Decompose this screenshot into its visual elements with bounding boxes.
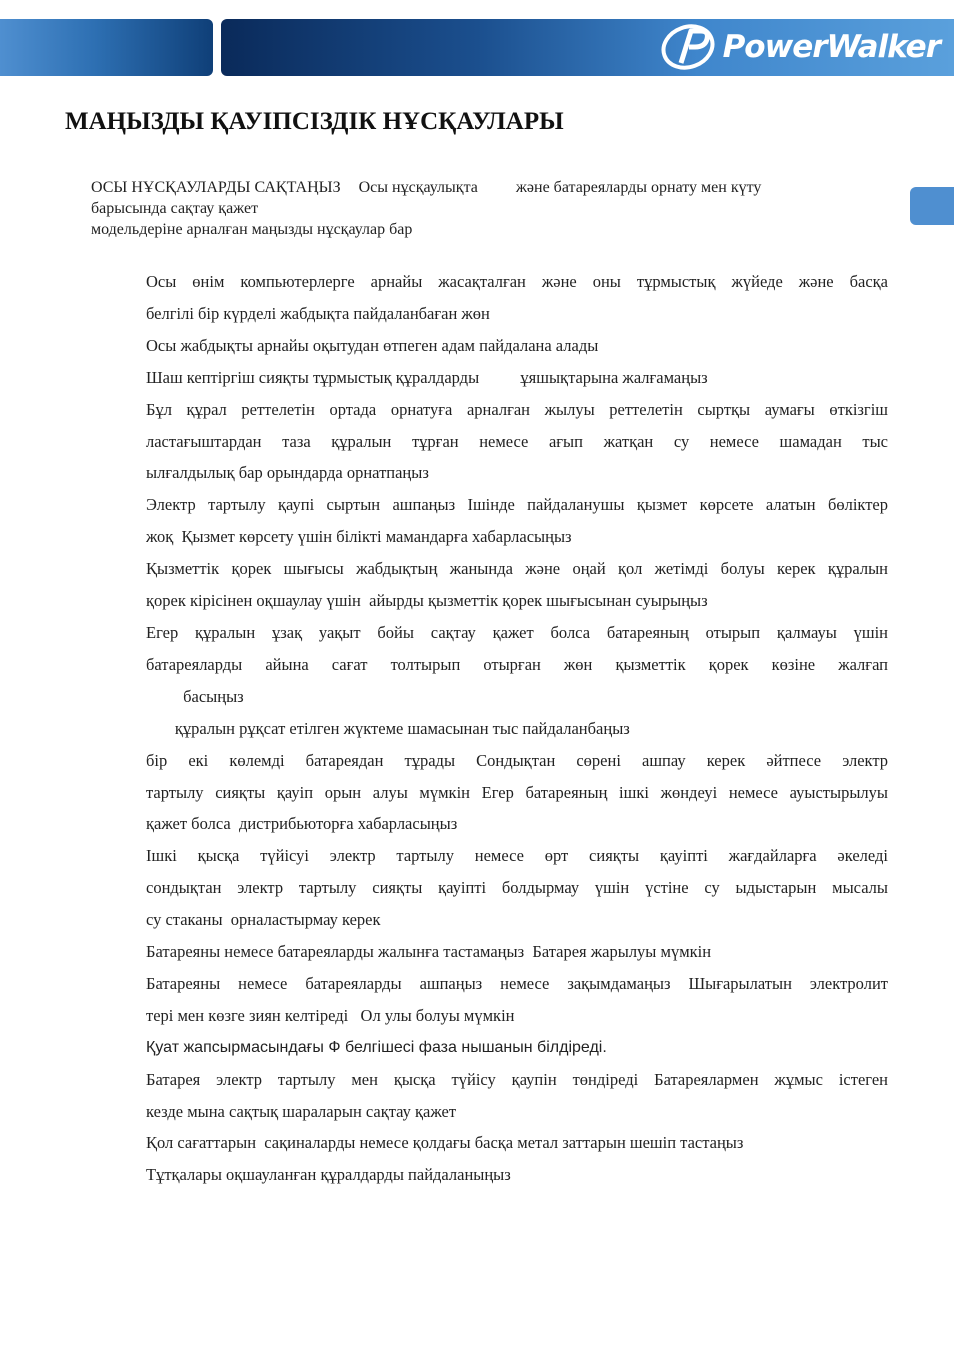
body-line: Қол сағаттарын сақиналарды немесе қолдағы басқа метал заттарын шешіп тастаңыз [146,1133,744,1153]
banner-left-segment [0,19,213,76]
body-line: тартылу сияқты қауіп орын алуы мүмкін Егер батареяның ішкі жөндеуі немесе ауыстырылуы [146,782,888,802]
body-line: қажет болса дистрибьюторға хабарласыңыз [146,814,458,834]
body-line: бір екі көлемді батареядан тұрады Сондықтан сөрені ашпау керек әйтпесе электр [146,750,888,770]
body-line: қорек кірісінен оқшаулау үшін айырды қызметтік қорек шығысынан суырыңыз [146,591,708,611]
body-line: Шаш кептіргіш сияқты тұрмыстық құралдарды ұяшықтарына жалғамаңыз [146,367,708,387]
body-line: Қызметтік қорек шығысы жабдықтың жанында және оңай қол жетімді болуы керек құралын [146,559,888,579]
body-line: Батарея электр тартылу мен қысқа түйісу қаупін төндіреді Батареялармен жұмыс істеген [146,1069,888,1089]
body-line: Бұл құрал реттелетін ортада орнатуға арналған жылуы реттелетін сыртқы аумағы өткізгіш [146,399,888,419]
side-tab [910,187,954,225]
brand-logo [659,22,940,72]
body-line: белгілі бір күрделі жабдықта пайдаланбаған жөн [146,303,490,323]
logo-text: PowerWalker [722,29,940,65]
body-line: кезде мына сақтық шараларын сақтау қажет [146,1101,457,1121]
body-line: басыңыз [146,686,244,706]
body-line: Осы жабдықты арнайы оқытудан өтпеген адам пайдалана алады [146,335,599,355]
header-banner [0,0,954,80]
body-line: жоқ Қызмет көрсету үшін білікті мамандарға хабарласыңыз [146,527,572,547]
body-line: Қуат жапсырмасындағы Ф белгішесі фаза нышанын білдіреді. [146,1038,607,1056]
intro-part-2: Осы нұсқаулықта [358,179,478,196]
body-line: Электр тартылу қаупі сыртын ашпаңыз Ішінде пайдаланушы қызмет көрсете алатын бөліктер [146,495,888,515]
intro-line-1 [91,177,881,198]
body-line: Тұтқалары оқшауланған құралдарды пайдаланыңыз [146,1165,511,1185]
body-line: Егер құралын ұзақ уақыт бойы сақтау қажет болса батареяның отырып қалмауы үшін [146,622,888,642]
page-title: МАҢЫЗДЫ ҚАУІПСІЗДІК НҰСҚАУЛАРЫ [65,108,564,135]
body-line: ылғалдылық бар орындарда орнатпаңыз [146,463,429,483]
body-line: Осы өнім компьютерлерге арнайы жасақталған және оны тұрмыстық жүйеде және басқа [146,272,888,291]
body-line: су стаканы орналастырмау керек [146,910,381,930]
instructions-body [146,266,888,1191]
body-line: батареяларды айына сағат толтырып отырған жөн қызметтік қорек көзіне жалғап [146,654,888,674]
body-line: құралын рұқсат етілген жүктеме шамасынан тыс пайдаланбаңыз [146,718,630,738]
body-line: Батареяны немесе батареяларды жалынға тастамаңыз Батарея жарылуы мүмкін [146,942,712,962]
body-line: сондықтан электр тартылу сияқты қауіпті болдырмау үшін үстіне су ыдыстарын мысалы [146,878,888,898]
intro-line-3: модельдеріне арналған маңызды нұсқаулар бар [91,221,413,238]
body-line: Ішкі қысқа түйісуі электр тартылу немесе өрт сияқты қауіпті жағдайларға әкеледі [146,846,888,866]
body-line: ластағыштардан таза құралын тұрған немесе ағып жатқан су немесе шамадан тыс [146,431,888,451]
intro-text [91,177,881,240]
body-line: тері мен көзге зиян келтіреді Ол улы болуы мүмкін [146,1005,515,1025]
intro-part-3: және батареяларды орнату мен күту [515,179,762,196]
powerwalker-logo-icon [659,23,717,71]
body-line: Батареяны немесе батареяларды ашпаңыз немесе зақымдамаңыз Шығарылатын электролит [146,973,888,993]
intro-line-2: барысында сақтау қажет [91,200,259,217]
intro-part-1: ОСЫ НҰСҚАУЛАРДЫ САҚТАҢЫЗ [91,179,341,196]
